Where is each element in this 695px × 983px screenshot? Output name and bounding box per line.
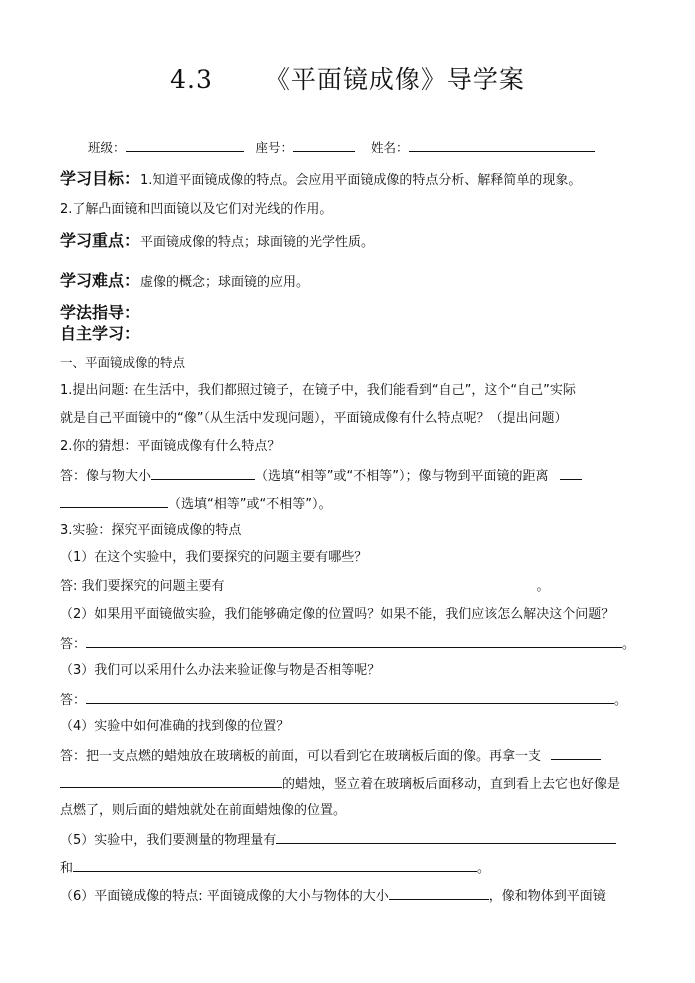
q3-sub2-end: 。 <box>622 637 636 652</box>
q3-sub4-answer2-text: 的蜡烛，竖立着在玻璃板后面移动，直到看上去它也好像是 <box>282 777 621 792</box>
q3-sub4-answer2 <box>60 774 620 794</box>
q3-sub4-answer1-text: 答：把一支点燃的蜡烛放在玻璃板的前面，可以看到它在玻璃板后面的像。再拿一支 <box>60 749 542 764</box>
q3-sub5 <box>60 830 616 850</box>
goals-line2: 2.了解凸面镜和凹面镜以及它们对光线的作用。 <box>60 202 333 217</box>
method-heading: 学法指导： <box>60 303 141 322</box>
q3-sub5-cont <box>60 858 490 878</box>
q3-title: 3.实验：探究平面镜成像的特点 <box>60 523 242 538</box>
difficulty-text: 虚像的概念；球面镜的应用。 <box>140 275 310 290</box>
seat-field[interactable] <box>293 138 355 152</box>
q3-sub3-answer-label: 答： <box>60 693 87 708</box>
distance-blank[interactable] <box>60 494 168 508</box>
candle-blank[interactable] <box>60 774 282 788</box>
q3-sub3-blank[interactable] <box>86 690 614 704</box>
section-one-title: 一、平面镜成像的特点 <box>60 355 186 370</box>
class-label: 班级： <box>88 140 126 155</box>
q3-sub5-and: 和 <box>60 861 74 876</box>
q2-answer-c: （选填“相等”或“不相等”）。 <box>168 497 332 512</box>
difficulty-heading: 学习难点： <box>60 271 141 290</box>
q3-sub1-answer <box>60 578 550 596</box>
q3-sub1-answer-text: 答: 我们要探究的问题主要有 <box>60 579 225 594</box>
difficulty-row <box>60 272 309 292</box>
q1-line2: 就是自己平面镜中的“像”（从生活中发现问题），平面镜成像有什么特点呢？（提出问题） <box>60 411 568 426</box>
focus-text: 平面镜成像的特点；球面镜的光学性质。 <box>140 235 375 250</box>
q2-line1: 2.你的猜想：平面镜成像有什么特点？ <box>60 439 281 454</box>
q3-sub3: （3）我们可以采用什么办法来验证像与物是否相等呢？ <box>60 663 381 678</box>
q3-sub4-answer3: 点燃了，则后面的蜡烛就处在前面蜡烛像的位置。 <box>60 803 347 818</box>
q3-sub2: （2）如果用平面镜做实验，我们能够确定像的位置吗？如果不能，我们应该怎么解决这个问题？ <box>60 607 615 622</box>
q3-sub1-end: 。 <box>536 579 550 594</box>
q3-sub2-answer <box>60 634 635 654</box>
seat-label: 座号： <box>255 140 294 155</box>
size-compare-blank[interactable] <box>389 886 489 900</box>
size-blank[interactable] <box>151 466 255 480</box>
name-field[interactable] <box>409 138 595 152</box>
q3-sub4: （4）实验中如何准确的找到像的位置？ <box>60 719 290 734</box>
q1-line1: 1.提出问题: 在生活中，我们都照过镜子，在镜子中，我们能看到“自己”，这个“自己”实际 <box>60 383 576 398</box>
q3-sub6 <box>60 886 606 906</box>
q3-sub4-answer1 <box>60 746 601 766</box>
q2-answer-a: 答：像与物大小 <box>60 469 152 484</box>
name-label: 姓名： <box>371 140 409 155</box>
focus-heading: 学习重点： <box>60 231 141 250</box>
q3-sub5-text: （5）实验中，我们要测量的物理量有 <box>60 833 277 848</box>
focus-row <box>60 232 374 252</box>
title-number: 4.3 <box>170 65 213 94</box>
q3-sub6-text-a: （6）平面镜成像的特点: 平面镜成像的大小与物体的大小 <box>60 889 389 904</box>
student-info-row <box>88 138 595 157</box>
page-title <box>0 60 695 96</box>
q3-sub6-text-b: ，像和物体到平面镜 <box>488 889 606 904</box>
candle-blank-start[interactable] <box>551 746 601 760</box>
distance-blank-start[interactable] <box>560 466 582 480</box>
q2-answer-cont <box>60 494 331 514</box>
goals-row <box>60 170 581 190</box>
q3-sub2-answer-label: 答： <box>60 637 87 652</box>
q2-answer-b: （选填“相等”或“不相等”）；像与物到平面镜的距离 <box>255 469 549 484</box>
self-study-heading: 自主学习： <box>60 324 141 343</box>
q3-sub1: （1）在这个实验中，我们要探究的问题主要有哪些？ <box>60 550 368 565</box>
title-text: 《平面镜成像》导学案 <box>264 65 525 94</box>
quantity-blank-1[interactable] <box>276 830 616 844</box>
quantity-blank-2[interactable] <box>73 858 477 872</box>
q2-answer-row <box>60 466 582 486</box>
q3-sub2-blank[interactable] <box>86 634 622 648</box>
goals-heading: 学习目标： <box>60 169 141 188</box>
class-field[interactable] <box>126 138 244 152</box>
q3-sub3-answer <box>60 690 627 710</box>
q3-sub3-end: 。 <box>614 693 628 708</box>
goals-line1: 1.知道平面镜成像的特点。会应用平面镜成像的特点分析、解释简单的现象。 <box>140 173 582 188</box>
q3-sub5-end: 。 <box>477 861 491 876</box>
